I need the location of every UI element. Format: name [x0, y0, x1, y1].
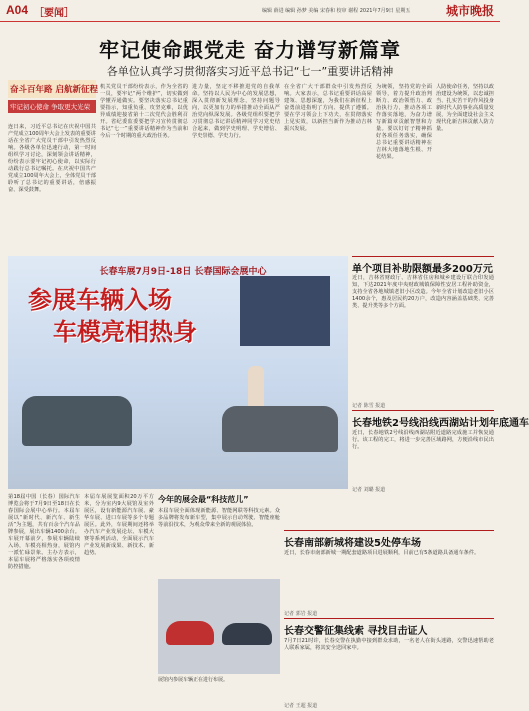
feature-block [8, 80, 96, 122]
article-column-3: 进力量，坚定不移推进党的自我革命。坚持以人民为中心的发展思想，深入贯彻新发展理念，坚持问题导向，以更加有力的举措推动全面从严治党向纵深发展。各级党组织要把学习贯彻总书记讲话精神同学习党史结合起来，做到学史明理、学史增信、学史崇德、学史力行。 [192, 84, 280, 139]
section-label: ［要闻］ [34, 8, 74, 19]
article-column-9: 本届车展全面体现新能源、智能网联等科技元素。众多品牌将发布新车型，集中展示自动驾驶、智能座舱等前沿技术，为观众带来全新的观展体验。 [158, 508, 280, 528]
article-column-12: 近日，长春市南部新城一期配套道路项目进展顺利，目前已有5条道路具备通车条件。 [284, 550, 480, 556]
divider [284, 618, 494, 619]
byline-1: 记者 陈雪 报道 [352, 403, 386, 409]
article-column-1: 连日来，习近平总书记在庆祝中国共产党成立100周年大会上发表的重要讲话在全省广大党员干部中引发热烈反响。各级各单位迅速行动，第一时间组织学习讨论，深刻领会讲话精神，纷纷表示要牢记初心使命，以实际行动践行总书记嘱托。在庆祝中国共产党成立100周年大会上，全体党员干部聆听了总书记的重要讲话，倍感振奋、深受鼓舞。 [8, 124, 96, 193]
article-column-7: 第18届中国（长春）国际汽车博览会将于7月9日至18日在长春国际会展中心举行。本届车展以“新时代、新汽车、新生活”为主题，共有百余个汽车品牌参展，展出车辆1400余台。车展开幕前夕，参展车辆陆续入场，车模亮相热身，展馆内一派忙碌景象。主办方表示，本届车展将严格落实各项疫情防控措施。 [8, 494, 80, 570]
center-article-title: 今年的展会最“科技范儿” [158, 495, 249, 504]
byline-4: 记者 王超 报道 [284, 703, 318, 709]
divider [284, 530, 494, 531]
article-column-6: 人防使命任务，坚持以政治建设为统领，以忠诚担当、扎实苦干的作风投身新时代人防事业高质量发展，为全面建设社会主义现代化新吉林贡献人防力量。 [436, 84, 494, 132]
article-column-8: 本届车展展览面积20万平方米，分为室内9大展馆及室外展区，设有新能源汽车展、豪华车展、进口车展等多个专题展区。此外，车展期间还将举办汽车产业发展论坛、车模大赛等系列活动，全面展示汽车产业发展新成果、新技术、新趋势。 [84, 494, 154, 556]
right-article-title-2: 长春地铁2号线沿线西湖站计划年底通车 [352, 418, 529, 429]
car-show-photo [8, 256, 348, 489]
right-article-title-4: 长春交警征集线索 寻找目击证人 [284, 626, 428, 637]
photo-banner-line2: 车模亮相热身 [53, 318, 197, 346]
feature-title: 奋斗百年路 启航新征程 [8, 80, 96, 98]
article-column-2: 机关党员干部纷纷表示，作为全省的一员，要牢记“两个维护”，切实做到学懂弄通做实。要坚决落实总书记重要指示，知重负重、攻坚克难，以优异成绩迎接省第十二次党代会胜利召开。省纪委监委要把学习宣传贯彻总书记“七一”重要讲话精神作为当前和今后一个时期的重大政治任务。 [100, 84, 188, 139]
page-number: A04 [6, 3, 29, 17]
article-column-5: 为统领，坚持党的全面领导，着力提升政治判断力、政治领悟力、政治执行力，推动各项工作落实落地，为奋力谱写新篇章贡献智慧和力量。要以钉钉子精神抓好各项任务落实，确保总书记重要讲话精神在吉林大地落地生根、开花结果。 [376, 84, 432, 160]
photo-dark-car [222, 623, 272, 645]
article-column-4: 在全省广大干部群众中引发热烈反响。大家表示，总书记重要讲话高屋建瓴、思想深邃，为我们在新征程上奋勇前进指明了方向、提供了遵循。要在学习领会上下功夫，在贯彻落实上见实效，以新担当新作为推动吉林振兴发展。 [284, 84, 372, 132]
car-exhibit-photo [158, 579, 280, 674]
photo-car-right [222, 406, 338, 452]
article-column-10: 近日，吉林省财政厅、吉林省住房和城乡建设厅联合印发通知，下达2021年度中央财政城镇保障性安居工程补助资金，支持全省各地城镇老旧小区改造。今年全省计划改造老旧小区1400余个，惠及居民约20万户，改造内容涵盖基础类、完善类、提升类等多个方面。 [352, 275, 494, 309]
main-headline: 牢记使命跟党走 奋力谱写新篇章 [99, 38, 401, 62]
article-column-13: 7月7日21时许，长春交警在执勤中接到群众求助，一名老人在街头迷路，交警迅速帮助老人联系家属，将其安全送回家中。 [284, 638, 494, 651]
main-subhead: 各单位认真学习贯彻落实习近平总书记“七一”重要讲话精神 [106, 65, 394, 78]
photo-caption: 展馆内参展车辆正在进行布展。 [158, 677, 229, 683]
photo-backdrop-screen [240, 276, 330, 346]
divider [352, 256, 494, 257]
byline-3: 记者 郭岩 报道 [284, 611, 318, 617]
byline-2: 记者 刘璐 报道 [352, 487, 386, 493]
article-column-11: 近日，长春地铁2号线沿线西湖站附近道路完成施工并恢复通行。该工程的完工，将进一步完善区域路网，方便沿线市民出行。 [352, 430, 494, 450]
photo-banner-line1: 参展车辆入场 [28, 286, 172, 314]
newspaper-logo: 城市晚报 [445, 4, 494, 18]
right-article-title-3: 长春南部新城将建设5处停车场 [284, 538, 421, 549]
edition-meta: 编辑 薛进 编辑 孙梦 美编 宋春和 校审 谢程 2021年7月9日 星期五 [262, 8, 411, 14]
photo-red-car [166, 621, 214, 645]
divider [352, 410, 494, 411]
photo-car-left [22, 396, 132, 446]
masthead [0, 0, 500, 22]
photo-banner-top: 长春车展7月9日-18日 长春国际会展中心 [99, 267, 267, 277]
right-article-title-1: 单个项目补助限额最多200万元 [352, 264, 493, 275]
feature-subtitle: 牢记初心使命 争取更大光荣 [8, 100, 96, 113]
